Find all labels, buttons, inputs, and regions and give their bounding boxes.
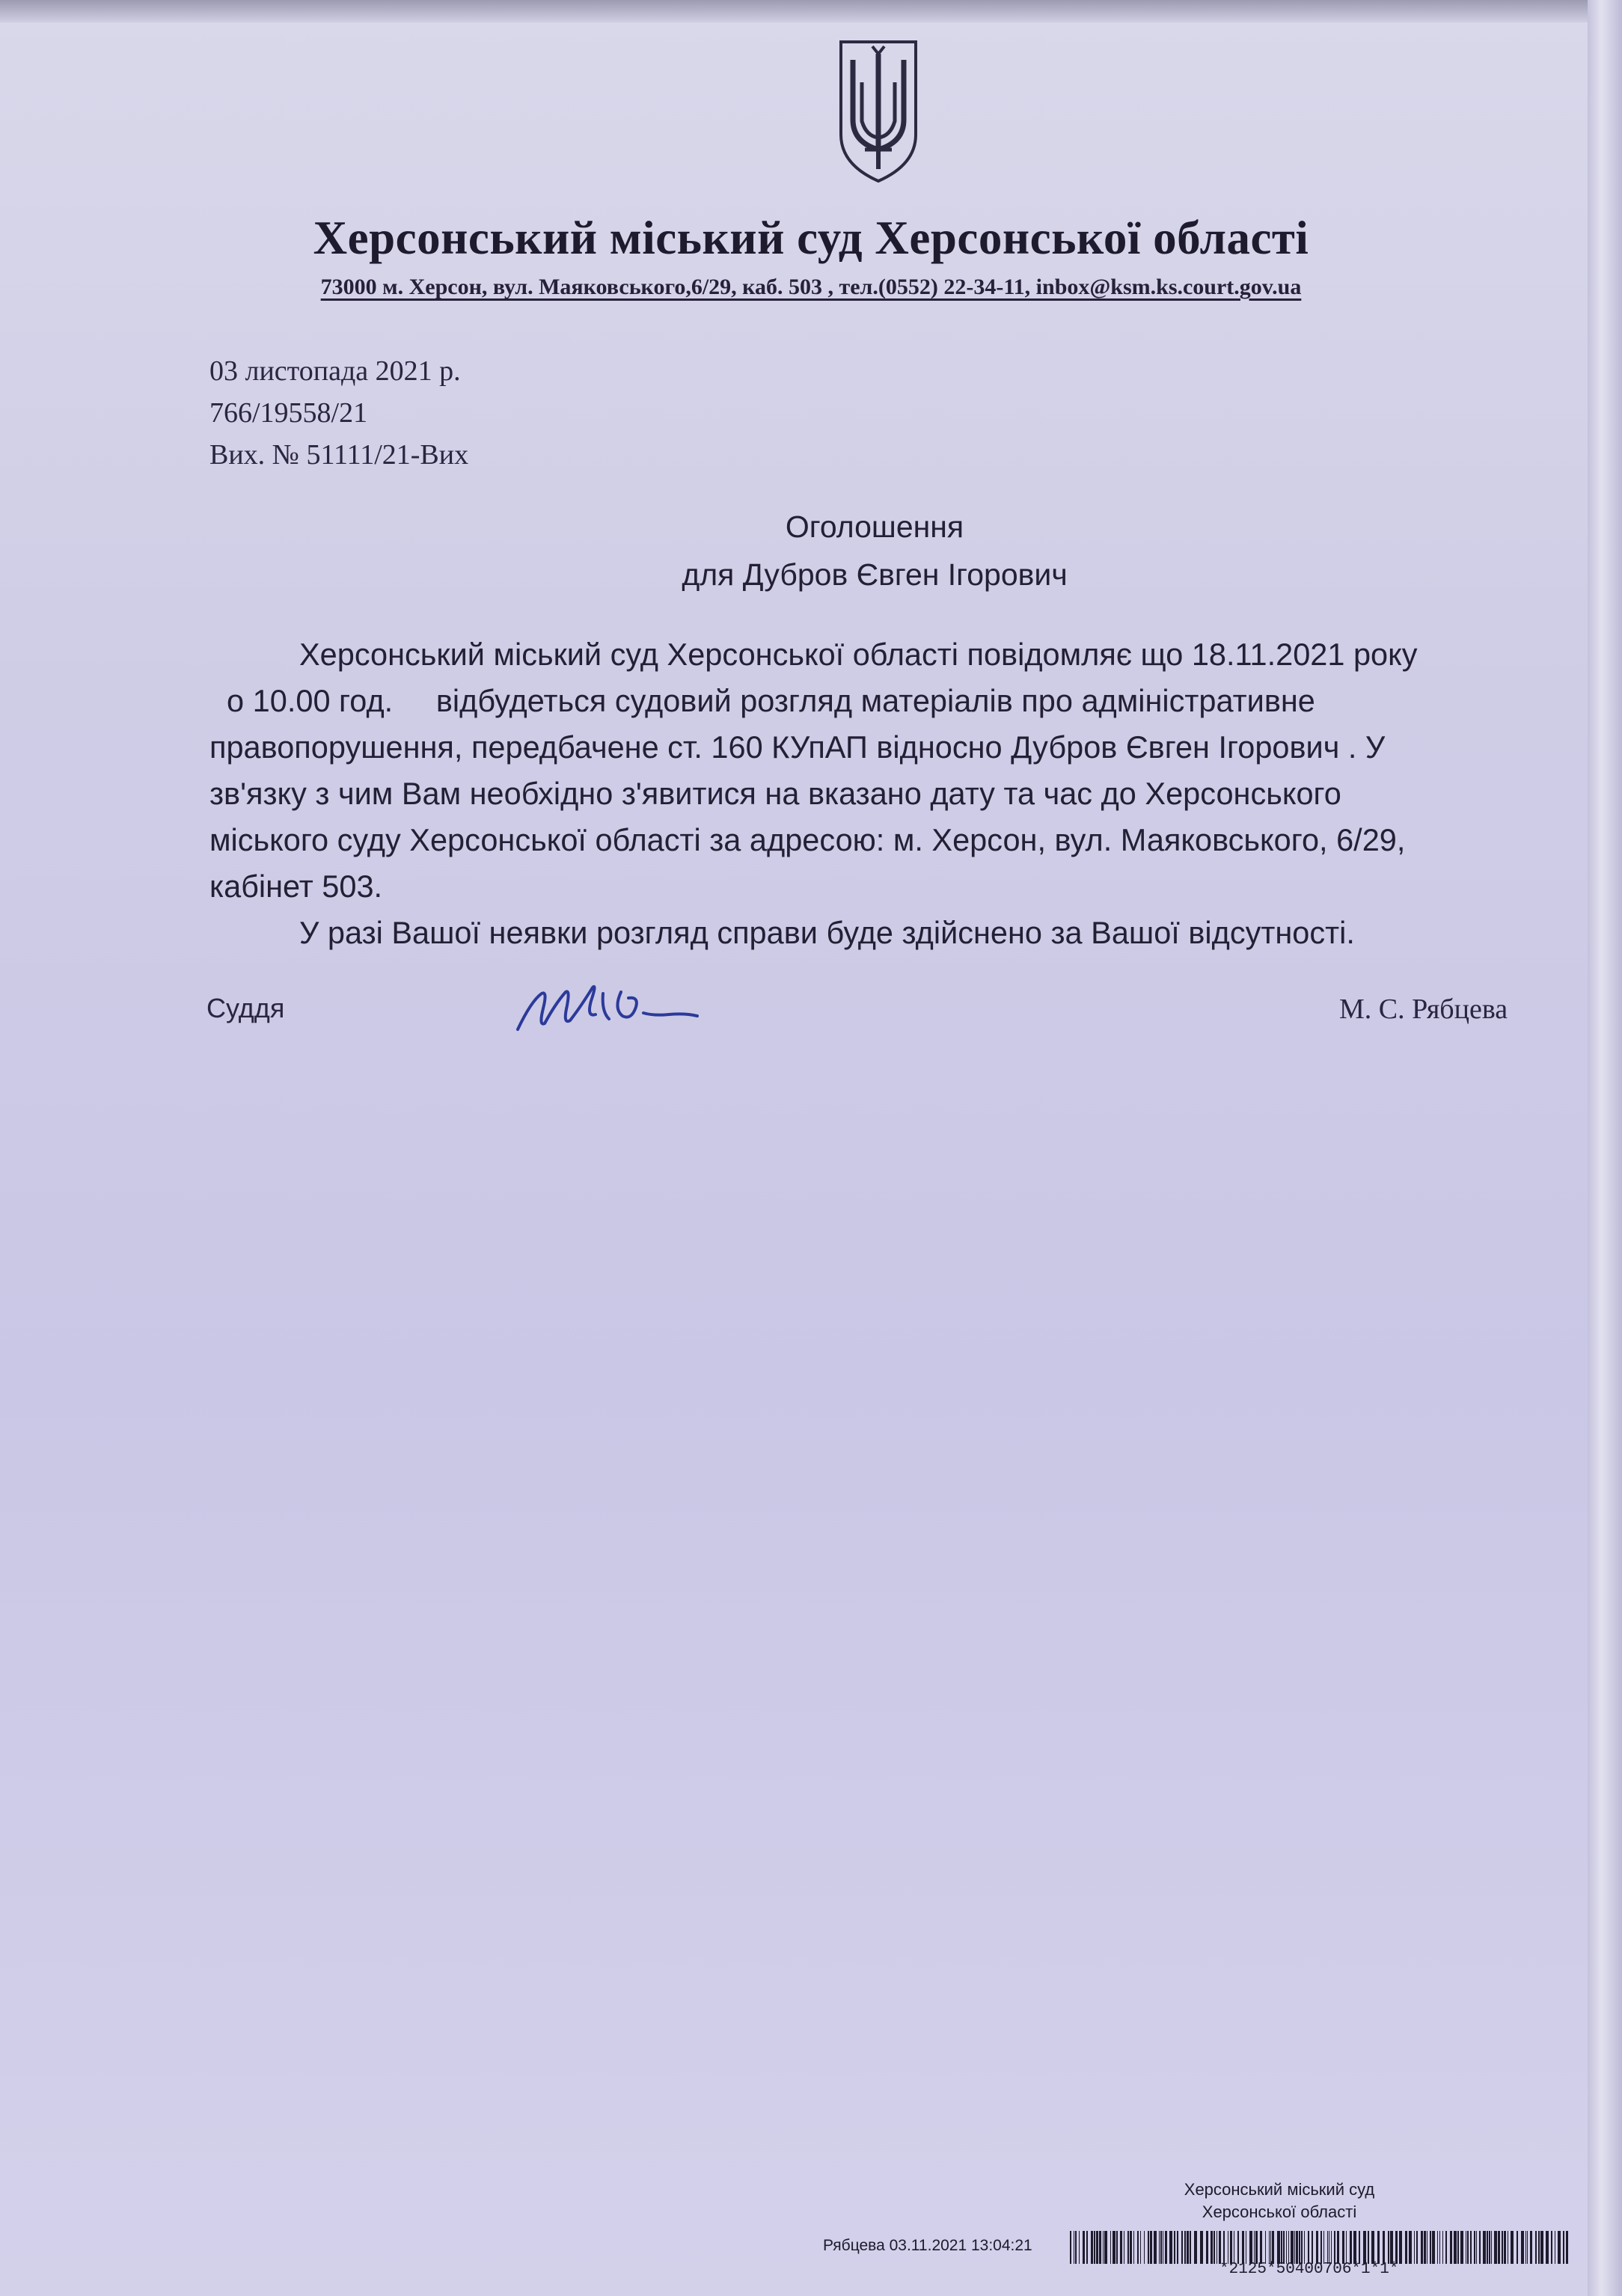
barcode-bar bbox=[1432, 2231, 1435, 2264]
barcode-bar bbox=[1099, 2231, 1101, 2264]
barcode-bar bbox=[1470, 2231, 1472, 2264]
barcode-bar bbox=[1206, 2231, 1208, 2264]
barcode-bar bbox=[1521, 2231, 1524, 2264]
barcode-bar bbox=[1430, 2231, 1431, 2264]
footer-org-line: Херсонської області bbox=[1202, 2202, 1357, 2221]
barcode-bar bbox=[1137, 2231, 1139, 2264]
announcement-body bbox=[209, 631, 1552, 956]
barcode-bar bbox=[1223, 2231, 1225, 2264]
body-line: Херсонський міський суд Херсонської області повідомляє що 18.11.2021 року bbox=[299, 637, 1418, 672]
barcode-bar bbox=[1296, 2231, 1298, 2264]
court-name: Херсонський міський суд Херсонської області bbox=[313, 212, 1309, 264]
barcode-bar bbox=[1096, 2231, 1098, 2264]
barcode-bar bbox=[1194, 2231, 1197, 2264]
barcode-bar bbox=[1242, 2231, 1244, 2264]
barcode-bar bbox=[1437, 2231, 1438, 2264]
barcode-bar bbox=[1483, 2231, 1486, 2264]
barcode-bar bbox=[1551, 2231, 1552, 2264]
barcode-bar bbox=[1211, 2231, 1213, 2264]
barcode-bar bbox=[1546, 2231, 1549, 2264]
barcode-bar bbox=[1359, 2231, 1360, 2264]
barcode-bar bbox=[1304, 2231, 1305, 2264]
barcode-bar bbox=[1563, 2231, 1564, 2264]
barcode-bar bbox=[1148, 2231, 1149, 2264]
barcode-bar bbox=[1249, 2231, 1252, 2264]
barcode-bar bbox=[1214, 2231, 1215, 2264]
barcode-bar bbox=[1255, 2231, 1258, 2264]
barcode-bar bbox=[1272, 2231, 1274, 2264]
barcode-bar bbox=[1174, 2231, 1175, 2264]
barcode-bar bbox=[1184, 2231, 1186, 2264]
barcode-bar bbox=[1216, 2231, 1217, 2264]
barcode-bar bbox=[1530, 2231, 1532, 2264]
barcode-bar bbox=[1395, 2231, 1398, 2264]
barcode-bar bbox=[1442, 2231, 1443, 2264]
barcode-bar bbox=[1377, 2231, 1380, 2264]
court-address: 73000 м. Херсон, вул. Маяковського,6/29, каб. 503 , тел.(0552) 22-34-11, inbox@ksm.ks.court.gov.ua bbox=[320, 275, 1302, 299]
barcode-bar bbox=[1409, 2231, 1412, 2264]
barcode-bar bbox=[1363, 2231, 1366, 2264]
barcode-bar bbox=[1230, 2231, 1232, 2264]
barcode-bar bbox=[1110, 2231, 1111, 2264]
barcode-bar bbox=[1405, 2231, 1407, 2264]
barcode-bar bbox=[1312, 2231, 1313, 2264]
barcode-bar bbox=[1388, 2231, 1389, 2264]
barcode bbox=[1070, 2231, 1571, 2264]
barcode-bar bbox=[1079, 2231, 1080, 2264]
barcode-bar bbox=[1091, 2231, 1093, 2264]
barcode-bar bbox=[1474, 2231, 1475, 2264]
barcode-bar bbox=[1219, 2231, 1221, 2264]
barcode-bar bbox=[1538, 2231, 1540, 2264]
barcode-bar bbox=[1187, 2231, 1189, 2264]
barcode-bar bbox=[1489, 2231, 1490, 2264]
barcode-bar bbox=[1342, 2231, 1344, 2264]
barcode-bar bbox=[1070, 2231, 1071, 2264]
barcode-bar bbox=[1479, 2231, 1481, 2264]
barcode-bar bbox=[1288, 2231, 1289, 2264]
barcode-bar bbox=[1127, 2231, 1129, 2264]
barcode-bar bbox=[1075, 2231, 1077, 2264]
body-line: У разі Вашої неявки розгляд справи буде здійснено за Вашої відсутності. bbox=[299, 915, 1355, 950]
barcode-bar bbox=[1320, 2231, 1322, 2264]
barcode-bar bbox=[1460, 2231, 1463, 2264]
barcode-bar bbox=[1083, 2231, 1085, 2264]
body-line: о 10.00 год. відбудеться судовий розгляд матеріалів про адміністративне bbox=[209, 683, 1315, 718]
barcode-bar bbox=[1254, 2231, 1255, 2264]
electronic-stamp: Рябцева 03.11.2021 13:04:21 bbox=[823, 2237, 1032, 2254]
barcode-bar bbox=[1383, 2231, 1385, 2264]
barcode-bar bbox=[1566, 2231, 1568, 2264]
barcode-bar bbox=[1502, 2231, 1503, 2264]
barcode-bar bbox=[1140, 2231, 1141, 2264]
page-top-edge bbox=[0, 0, 1622, 22]
case-number: 766/19558/21 bbox=[209, 397, 368, 429]
body-line: кабінет 503. bbox=[209, 869, 383, 904]
page-right-edge bbox=[1588, 0, 1622, 2296]
announcement-recipient: для Дубров Євген Ігорович bbox=[682, 557, 1068, 592]
barcode-bar bbox=[1283, 2231, 1285, 2264]
barcode-bar bbox=[1454, 2231, 1457, 2264]
barcode-bar bbox=[1150, 2231, 1152, 2264]
barcode-bar bbox=[1421, 2231, 1423, 2264]
barcode-bar bbox=[1445, 2231, 1447, 2264]
barcode-bar bbox=[1169, 2231, 1172, 2264]
barcode-bar bbox=[1286, 2231, 1287, 2264]
barcode-bar bbox=[1327, 2231, 1328, 2264]
barcode-bar bbox=[1190, 2231, 1191, 2264]
barcode-bar bbox=[1165, 2231, 1167, 2264]
barcode-bar bbox=[1511, 2231, 1514, 2264]
barcode-bar bbox=[1265, 2231, 1266, 2264]
barcode-bar bbox=[1291, 2231, 1294, 2264]
barcode-bar bbox=[1371, 2231, 1374, 2264]
barcode-bar bbox=[1269, 2231, 1270, 2264]
barcode-bar bbox=[1527, 2231, 1528, 2264]
barcode-bar bbox=[1334, 2231, 1335, 2264]
barcode-bar bbox=[1308, 2231, 1309, 2264]
barcode-bar bbox=[1399, 2231, 1402, 2264]
barcode-bar bbox=[1476, 2231, 1477, 2264]
barcode-bar bbox=[1558, 2231, 1561, 2264]
barcode-bar bbox=[1487, 2231, 1488, 2264]
barcode-bar bbox=[1177, 2231, 1178, 2264]
barcode-bar bbox=[1160, 2231, 1162, 2264]
document-date: 03 листопада 2021 р. bbox=[209, 355, 461, 387]
barcode-bar bbox=[1116, 2231, 1118, 2264]
barcode-bar bbox=[1277, 2231, 1280, 2264]
footer-organization bbox=[1167, 2179, 1392, 2223]
barcode-bar bbox=[1133, 2231, 1134, 2264]
barcode-bar bbox=[1450, 2231, 1452, 2264]
body-line: міського суду Херсонської області за адресою: м. Херсон, вул. Маяковського, 6/29, bbox=[209, 822, 1406, 857]
barcode-bar bbox=[1368, 2231, 1369, 2264]
barcode-bar bbox=[1498, 2231, 1500, 2264]
signature-label: Суддя bbox=[206, 993, 285, 1023]
barcode-bar bbox=[1414, 2231, 1415, 2264]
barcode-bar bbox=[1200, 2231, 1203, 2264]
barcode-bar bbox=[1331, 2231, 1332, 2264]
barcode-bar bbox=[1237, 2231, 1239, 2264]
barcode-bar bbox=[1353, 2231, 1356, 2264]
barcode-bar bbox=[1316, 2231, 1318, 2264]
barcode-bar bbox=[1120, 2231, 1122, 2264]
barcode-bar bbox=[1517, 2231, 1518, 2264]
barcode-bar bbox=[1457, 2231, 1459, 2264]
barcode-bar bbox=[1094, 2231, 1095, 2264]
barcode-bar bbox=[1439, 2231, 1440, 2264]
barcode-bar bbox=[1104, 2231, 1107, 2264]
barcode-bar bbox=[1323, 2231, 1324, 2264]
barcode-bar bbox=[1416, 2231, 1418, 2264]
barcode-bar bbox=[1346, 2231, 1347, 2264]
announcement-title bbox=[0, 503, 1622, 599]
barcode-bar bbox=[1301, 2231, 1303, 2264]
outgoing-number: Вих. № 51111/21-Вих bbox=[209, 439, 469, 471]
barcode-bar bbox=[1154, 2231, 1157, 2264]
barcode-bar bbox=[1086, 2231, 1088, 2264]
barcode-bar bbox=[1159, 2231, 1160, 2264]
barcode-bar bbox=[1337, 2231, 1339, 2264]
handwritten-signature bbox=[509, 971, 703, 1046]
document-meta bbox=[209, 350, 468, 476]
barcode-bar bbox=[1260, 2231, 1262, 2264]
barcode-bar bbox=[1390, 2231, 1393, 2264]
barcode-bar bbox=[1294, 2231, 1295, 2264]
footer-org-line: Херсонський міський суд bbox=[1184, 2180, 1375, 2199]
barcode-bar bbox=[1281, 2231, 1282, 2264]
judge-name: М. С. Рябцева bbox=[1339, 994, 1508, 1025]
barcode-bar bbox=[1350, 2231, 1352, 2264]
barcode-bar bbox=[1535, 2231, 1537, 2264]
barcode-bar bbox=[1181, 2231, 1183, 2264]
barcode-bar bbox=[1494, 2231, 1497, 2264]
barcode-number: *2125*50400706*1*1* bbox=[1219, 2261, 1399, 2278]
barcode-bar bbox=[1491, 2231, 1492, 2264]
body-line: правопорушення, передбачене ст. 160 КУпАП відносно Дубров Євген Ігорович . У bbox=[209, 729, 1386, 765]
trident-icon bbox=[836, 37, 920, 184]
barcode-bar bbox=[1270, 2231, 1271, 2264]
announcement-heading: Оголошення bbox=[785, 509, 964, 544]
barcode-bar bbox=[1504, 2231, 1506, 2264]
body-line: зв'язку з чим Вам необхідно з'явитися на вказано дату та час до Херсонського bbox=[209, 776, 1341, 811]
barcode-bar bbox=[1113, 2231, 1115, 2264]
barcode-bar bbox=[1525, 2231, 1526, 2264]
barcode-bar bbox=[1424, 2231, 1426, 2264]
barcode-bar bbox=[1299, 2231, 1300, 2264]
barcode-bar bbox=[1540, 2231, 1543, 2264]
barcode-bar bbox=[1467, 2231, 1469, 2264]
barcode-bar bbox=[1144, 2231, 1145, 2264]
barcode-bar bbox=[1130, 2231, 1132, 2264]
barcode-bar bbox=[1103, 2231, 1104, 2264]
